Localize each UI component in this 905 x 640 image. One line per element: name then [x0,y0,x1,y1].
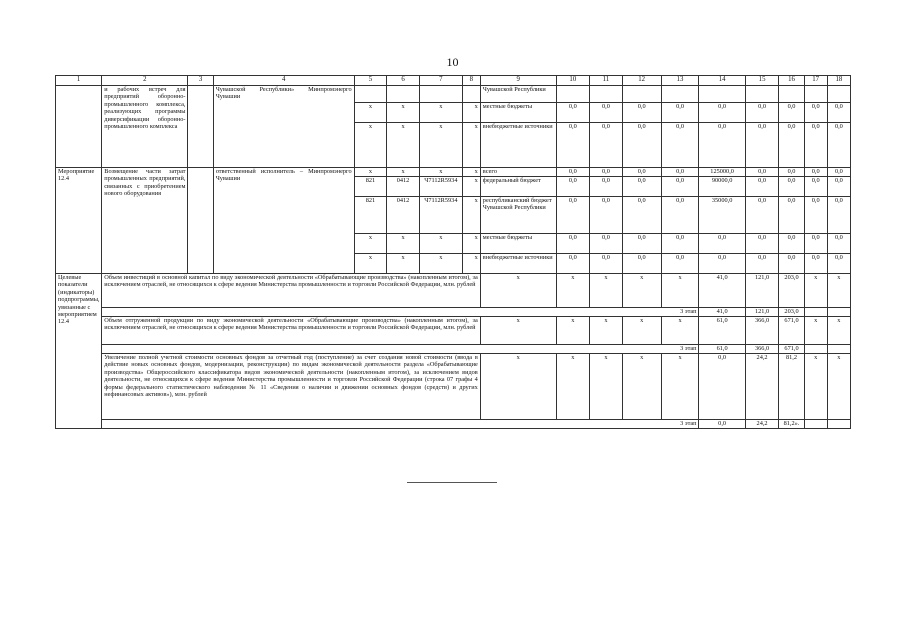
value-cell: 0,0 [622,197,661,234]
table-cell: x [480,317,556,345]
value-cell: 0,0 [661,103,699,123]
value-cell: 41,0 [699,308,745,317]
value-cell: 121,0 [745,308,779,317]
table-cell: x [419,234,462,254]
measure-description: Возмещение части затрат промышленных предприятий, связанных с приобретением нового оборудования [102,168,188,274]
value-cell: x [827,354,850,420]
value-cell: 0,0 [590,168,623,177]
value-cell: 0,0 [804,168,827,177]
value-cell: 0,0 [699,234,745,254]
value-cell: 24,2 [745,354,779,420]
table-cell: 821 [354,177,387,197]
header-cell: 5 [354,76,387,86]
value-cell: 0,0 [827,197,850,234]
value-cell: 0,0 [622,168,661,177]
value-cell: 81,2 [779,354,804,420]
value-cell: 0,0 [661,197,699,234]
value-cell: 41,0 [699,274,745,308]
table-cell: 0412 [387,197,420,234]
value-cell: 90000,0 [699,177,745,197]
funding-source: внебюджетные источники [480,123,556,168]
table-cell: x [387,234,420,254]
header-cell: 3 [188,76,213,86]
header-cell: 1 [56,76,102,86]
executor-cell: Чувашской Республики» Минпромэнерго Чувашии [213,86,354,168]
value-cell: 0,0 [622,177,661,197]
indicator-text: Объем отгруженной продукции по виду экономической деятельности «Обрабатывающие производства» (накопленным итогом), за исключением отраслей, не относящихся к сфере ведения Министерства промышленности и торговли Российской Федерации, млн. рублей [102,317,481,345]
table-cell: x [661,274,699,308]
funding-source: всего [480,168,556,177]
table-cell: x [661,354,699,420]
header-cell: 2 [102,76,188,86]
value-cell: 366,0 [745,317,779,345]
stage-row [56,308,851,317]
value-cell: 0,0 [745,254,779,274]
value-cell: 0,0 [827,254,850,274]
executor-cell: ответственный исполнитель – Минпромэнерго Чувашии [213,168,354,274]
value-cell: 671,0 [779,317,804,345]
table-cell: Ч7112R5934 [419,197,462,234]
value-cell: 203,0 [779,308,804,317]
table-cell: x [419,254,462,274]
table-cell: x [462,234,480,254]
value-cell: 0,0 [779,123,804,168]
value-cell: 0,0 [779,234,804,254]
value-cell: 0,0 [556,168,590,177]
table-cell: Ч7112R5934 [419,177,462,197]
value-cell: 0,0 [622,254,661,274]
indicators-label: Целевые показатели (индикаторы) подпрограммы, увязанные с мероприятием 12.4 [56,274,102,429]
table-cell [188,86,213,168]
table-cell: x [590,274,623,308]
table-cell: x [622,274,661,308]
measure-label: Мероприятие 12.4 [56,168,102,274]
indicator-text: Объем инвестиций в основной капитал по виду экономической деятельности «Обрабатывающие производства» (накопленным итогом), за исключением отраслей, не относящихся к сфере ведения Министерства промышленности и торговли Российской Федерации, млн. рублей [102,274,481,308]
stage-row [56,345,851,354]
value-cell: 0,0 [590,197,623,234]
value-cell: 35000,0 [699,197,745,234]
table-cell: x [462,103,480,123]
table-cell: x [354,254,387,274]
value-cell: 24,2 [745,420,779,429]
header-row [56,76,851,86]
table-cell: x [480,354,556,420]
stage-label: 3 этап [102,308,699,317]
stage-label: 3 этап [102,345,699,354]
header-cell: 13 [661,76,699,86]
table-cell: x [419,103,462,123]
table-row [56,86,851,103]
value-cell: 0,0 [590,177,623,197]
table-cell: x [462,197,480,234]
value-cell: 0,0 [661,234,699,254]
value-cell: 0,0 [699,123,745,168]
value-cell: 0,0 [779,177,804,197]
funding-source: внебюджетные источники [480,254,556,274]
header-cell: 7 [419,76,462,86]
indicator-text: Увеличение полной учетной стоимости основных фондов за отчетный год (поступление) за счет создания новой стоимости (ввода в действие новых основных фондов, модернизации, реконструкции) по видам экономической деятельности раздела «Обрабатывающие производства» Общероссийского классификатора видов экономической деятельности (накопленным итогом), за исключением видов деятельности, не относящихся к сфере ведения Министерства промышленности и торговли Российской Федерации (строка 07 графы 4 формы федерального статистического наблюдения № 11 «Сведения о наличии и движении основных фондов (средств) и других нефинансовых активов»), млн. рублей [102,354,481,420]
footnote-divider [407,482,497,483]
table-cell: x [387,103,420,123]
header-cell: 9 [480,76,556,86]
value-cell: 0,0 [590,234,623,254]
table-cell: 0412 [387,177,420,197]
table-cell: x [387,254,420,274]
value-cell: 0,0 [745,123,779,168]
value-cell: 0,0 [745,168,779,177]
table-cell: x [556,354,590,420]
table-cell: x [354,234,387,254]
measure-description: и рабочих встреч для предприятий оборонно-промышленного комплекса, реализующих программы диверсификации оборонно-промышленного комплекса [102,86,188,168]
header-cell: 16 [779,76,804,86]
stage-label: 3 этап [102,420,699,429]
value-cell: 0,0 [661,177,699,197]
value-cell: 0,0 [699,103,745,123]
value-cell: 0,0 [556,103,590,123]
value-cell: 203,0 [779,274,804,308]
value-cell: 0,0 [827,177,850,197]
value-cell: 0,0 [779,103,804,123]
header-cell: 15 [745,76,779,86]
table-cell: x [462,168,480,177]
indicator-row [56,274,851,308]
value-cell: 0,0 [804,103,827,123]
value-cell: x [827,317,850,345]
value-cell: 0,0 [556,177,590,197]
stage-row [56,420,851,429]
funding-source: местные бюджеты [480,234,556,254]
value-cell: 0,0 [745,234,779,254]
table-cell: x [419,168,462,177]
table-cell: x [462,254,480,274]
table-cell [188,168,213,274]
value-cell: 0,0 [622,234,661,254]
value-cell: 81,2». [779,420,804,429]
budget-table [55,75,851,429]
table-cell: x [354,168,387,177]
value-cell: 0,0 [745,103,779,123]
header-cell: 14 [699,76,745,86]
funding-source: республиканский бюджет Чувашской Республики [480,197,556,234]
value-cell: 0,0 [699,420,745,429]
table-cell: x [354,103,387,123]
funding-source: Чувашской Республики [480,86,556,103]
value-cell: 0,0 [827,234,850,254]
table-cell: x [622,317,661,345]
table-cell: x [556,274,590,308]
value-cell: 0,0 [556,234,590,254]
value-cell: 0,0 [804,123,827,168]
value-cell: x [804,274,827,308]
header-cell: 10 [556,76,590,86]
value-cell: 0,0 [622,103,661,123]
value-cell: 0,0 [622,123,661,168]
value-cell: 671,0 [779,345,804,354]
header-cell: 18 [827,76,850,86]
value-cell: 366,0 [745,345,779,354]
value-cell: 0,0 [590,254,623,274]
table-cell: x [590,317,623,345]
value-cell: x [827,274,850,308]
value-cell: 125000,0 [699,168,745,177]
value-cell: 0,0 [745,197,779,234]
table-cell: x [590,354,623,420]
value-cell: x [804,317,827,345]
value-cell: 0,0 [556,254,590,274]
value-cell: 0,0 [699,254,745,274]
header-cell: 12 [622,76,661,86]
table-cell: x [462,123,480,168]
value-cell: 0,0 [827,168,850,177]
value-cell: 0,0 [804,177,827,197]
value-cell: 0,0 [556,123,590,168]
page-number: 10 [446,55,459,69]
value-cell: 0,0 [804,197,827,234]
value-cell: 0,0 [827,103,850,123]
value-cell: 0,0 [804,234,827,254]
header-cell: 17 [804,76,827,86]
value-cell: 0,0 [779,197,804,234]
table-cell: x [387,168,420,177]
table-cell: x [556,317,590,345]
value-cell: 0,0 [556,197,590,234]
value-cell: 0,0 [779,168,804,177]
table-cell: x [354,123,387,168]
value-cell: 0,0 [779,254,804,274]
table-cell: x [419,123,462,168]
value-cell: 0,0 [804,254,827,274]
indicator-row [56,354,851,420]
value-cell: 121,0 [745,274,779,308]
value-cell: 0,0 [745,177,779,197]
value-cell: 0,0 [699,354,745,420]
value-cell: 0,0 [661,254,699,274]
value-cell: 61,0 [699,317,745,345]
table-cell: x [462,177,480,197]
table-cell: x [387,123,420,168]
header-cell: 6 [387,76,420,86]
table-cell: 821 [354,197,387,234]
header-cell: 8 [462,76,480,86]
value-cell: 0,0 [827,123,850,168]
header-cell: 11 [590,76,623,86]
table-row [56,168,851,177]
table-cell: x [480,274,556,308]
table-cell: x [661,317,699,345]
indicator-row [56,317,851,345]
value-cell: 0,0 [590,103,623,123]
table-cell: x [622,354,661,420]
value-cell: 61,0 [699,345,745,354]
table-cell [56,86,102,168]
header-cell: 4 [213,76,354,86]
value-cell: x [804,354,827,420]
value-cell: 0,0 [661,123,699,168]
funding-source: федеральный бюджет [480,177,556,197]
funding-source: местные бюджеты [480,103,556,123]
value-cell: 0,0 [590,123,623,168]
value-cell: 0,0 [661,168,699,177]
